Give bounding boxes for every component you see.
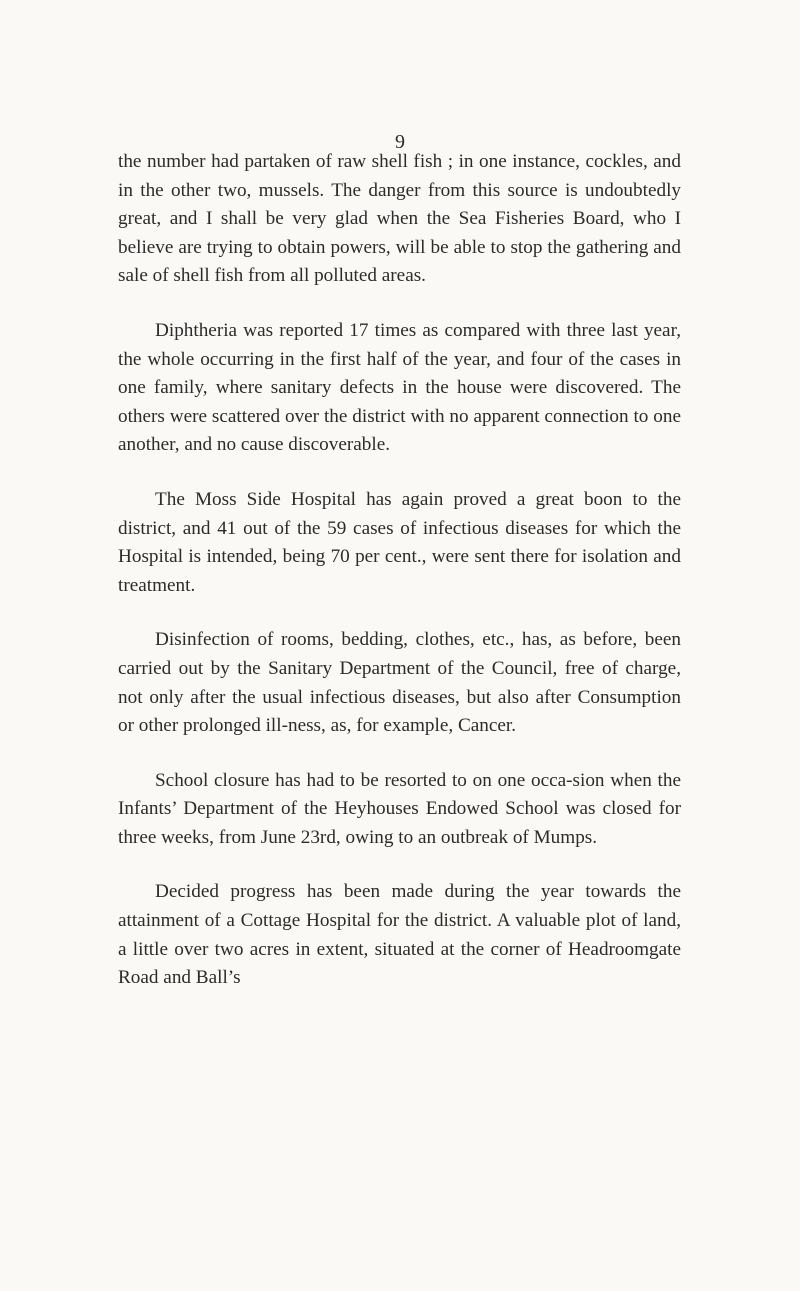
page-number: 9: [395, 131, 405, 153]
paragraph-moss-side-hospital: The Moss Side Hospital has again proved a great boon to the district, and 41 out of the 59 cases of infectious diseases for which the Hospital is intended, being 70 per cent., were sent there for isolation and treatment.: [118, 488, 681, 596]
paragraph-shell-fish: the number had partaken of raw shell fish ; in one instance, cockles, and in the other two, mussels. The danger from this source is undoubtedly great, and I shall be very glad when the Sea Fisheries Board, who I believe are trying to obtain powers, will be able to stop the gathering and sale of shell fish from all polluted areas.: [118, 151, 681, 287]
paragraph-cottage-hospital: Decided progress has been made during the year towards the attainment of a Cottage Hospital for the district. A valuable plot of land, a little over two acres in extent, situated at the corner of Headroomgate Road and Ball’s: [118, 881, 681, 989]
paragraph-diphtheria: Diphtheria was reported 17 times as compared with three last year, the whole occurring in the first half of the year, and four of the cases in one family, where sanitary defects in the house were discovered. The others were scattered over the district with no apparent connection to one another, and no cause discoverable.: [118, 319, 681, 456]
paragraph-disinfection: Disinfection of rooms, bedding, clothes, etc., has, as before, been carried out by the Sanitary Department of the Council, free of charge, not only after the usual infectious diseases, but also after Consumption or other prolonged ill-ness, as, for example, Cancer.: [118, 629, 681, 737]
paragraph-school-closure: School closure has had to be resorted to on one occa-sion when the Infants’ Department of the Heyhouses Endowed School was closed for three weeks, from June 23rd, owing to an outbreak of Mumps.: [118, 769, 681, 848]
document-body: [118, 148, 681, 1019]
